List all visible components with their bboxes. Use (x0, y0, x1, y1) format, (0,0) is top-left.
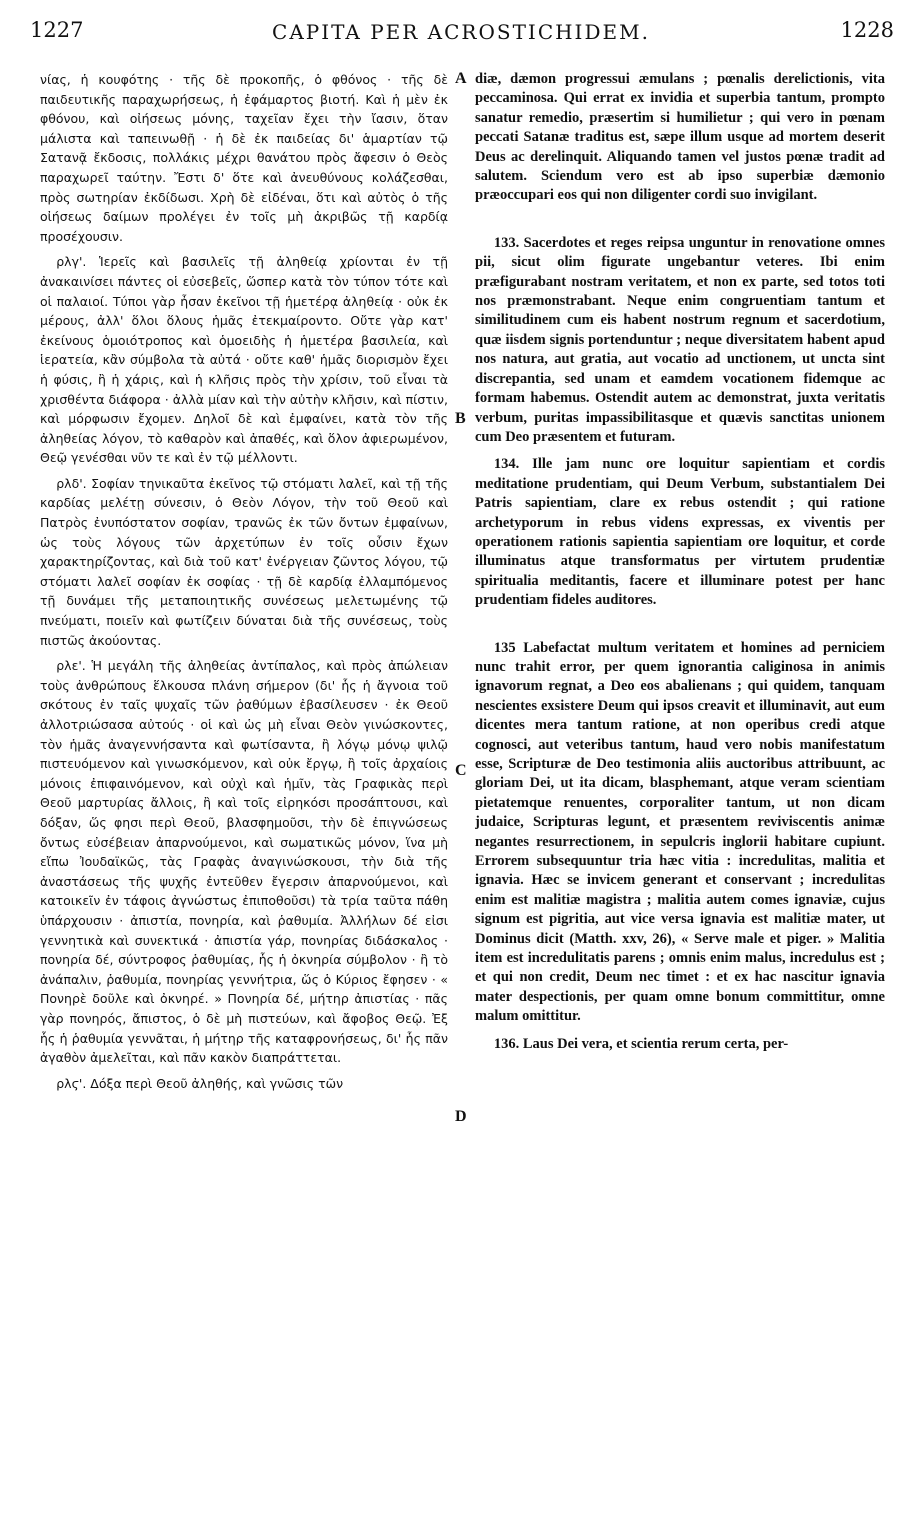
latin-paragraph: 136. Laus Dei vera, et scientia rerum certa, per- (493, 1035, 789, 1052)
greek-column (40, 70, 448, 1520)
greek-paragraph: ρλε'. Ἡ μεγάλη τῆς ἀληθείας ἀντίπαλος, καὶ πρὸς ἀπώλειαν τοὺς ἀνθρώπους ἕλκουσα πλάνη σήμερον (δι' ἧς ἡ ἄγνοια τοῦ σκότους ἐν ταῖς ψυχαῖς τῶν ῥαθύμων ἐβασίλευσεν · ἐκ Θεοῦ ἀλλοτριώσασα αὐτούς · οἱ καὶ ὡς μὴ εἶναι Θεὸν γινώσκοντες, τὸν ἡμᾶς ἀναγεννήσαντα καὶ φωτίσαντα, ἢ λόγῳ μόνῳ ψιλῷ πιστευόμενον καὶ γινωσκόμενον, καὶ οὐκ ἔργῳ, ἢ τοῖς ἀρχαίοις μόνοις ἐπιφαινόμενον, καὶ οὐχὶ καὶ ἡμῖν, τὰς Γραφικὰς περὶ Θεοῦ μαρτυρίας ἄλλοις, ἢ καὶ τοῖς εἰρηκόσι προσάπτουσι, καὶ δόξαν, ὥς φησι περὶ Θεοῦ, βλασφημοῦσι, τὴν δὲ ἐπιγνώσεως ὄντως εὐσέβειαν ἀπαρνούμενοι, καὶ σωματικῶς μόνον, ἵνα μὴ εἴπω Ἰουδαϊκῶς, τὰς Γραφὰς ἀναγινώσκουσι, τὴν διὰ τῆς ἀναστάσεως τῆς ψυχῆς ἐντεῦθεν ἔγερσιν ἀπαρνούμενοι, καὶ κατοικεῖν ἐν τάφοις ἀγνώστως ἐπιποθοῦσι) τὰ τρία ταῦτα πάθη ὑπάρχουσιν · ἀπιστία, πονηρία, καὶ ῥαθυμία. Ἀλλήλων δέ εἰσι γεννητικὰ καὶ συνεκτικά · ἀπιστία γάρ, πονηρίας διδάσκαλος · πονηρία δέ, σύντροφος ῥαθυμίας, ἧς ἡ ὀκνηρία σύμβολον · ἢ τὸ ἀνάπαλιν, ῥαθυμία, πονηρίας γεννήτρια, ὥς ὁ Κύριος ἔφησεν · « Πονηρὲ δοῦλε καὶ ὀκνηρέ. » Πονηρία δέ, μήτηρ ἀπιστίας · πᾶς γὰρ πονηρός, ἄπιστος, ὁ δὲ μὴ πιστεύων, καὶ ἄφοβος Θεῷ. Ἐξ ἧς ἡ ῥαθυμία γεννᾶται, ἡ μήτηρ τῆς καταφρονήσεως, δι' ἧς πᾶν ἀγαθὸν ἀμελεῖται, καὶ πᾶν κακὸν διαπράττεται. (40, 658, 448, 1066)
margin-marker-b: B (455, 410, 466, 427)
greek-paragraph: ρλδ'. Σοφίαν τηνικαῦτα ἐκεῖνος τῷ στόματι λαλεῖ, καὶ τῇ τῆς καρδίας μελέτῃ σύνεσιν, ὁ Θεὸν Λόγον, τὴν τοῦ Θεοῦ καὶ Πατρὸς ἐνυπόστατον σοφίαν, τρανῶς ἐκ τῶν ὄντων ἐμφαίνων, ὡς τοὺς λόγους τῶν ἀρχετύπων ἐν τοῖς οὖσιν ἔχων χαρακτηρίζοντας, καὶ διὰ τοῦ κατ' ἐνέργειαν ζῶντος λόγου, τῷ στόματι λαλεῖ σοφίαν ἐκ σοφίας · τῇ δὲ καρδίᾳ ἐλλαμπόμενος τῇ δυνάμει τῆς μεταποιητικῆς συνέσεως μελετωμένης τῷ πνεύματι, ποιεῖν καὶ φωτίζειν δύναται διὰ τῆς συνέσεως, τοὺς πιστῶς ἀκούοντας. (40, 475, 448, 648)
latin-paragraph: 135 Labefactat multum veritatem et homines ad perniciem nunc trahit error, per quem ignorantia caliginosa in animis ignavorum regnat, a Deo eos abalienans ; qui quidem, tanquam nescientes exsistere Deum qui ipsos creavit et illuminavit, aut eum dicentes mera tantum ratione, at non operibus credi atque cognosci, aut veteribus tantum, haud vero nobis manifestatum esse, Scripturæ de Deo testimonia aliis auctoribus attribuunt, ac gloriam Dei, ut ita dicam, blasphemant, atque veram scientiam pietatemque renuentes, corporaliter tantum, ut non dicam judaice, Scripturas legunt, et præsentem reviviscentis animæ negantes resurrectionem, in sepulcris inglorii habitare cupiunt. Errorem subsequuntur tria hæc vitia : incredulitas, malitia et ignavia. Hæc se invicem generant et conservant ; incredulitas enim est malitiæ magistra ; malitia autem comes ignaviæ, cujus signum est pigritia, aut vice versa ignavia est malitiæ mater, ut Dominus dicit (Matth. xxv, 26), « Serve male et piger. » Malitia item est incredulitatis parens ; omnis enim malus, incredulus est ; et qui non credit, Deum nec timet : et ex hac nascitur ignavia mater despectionis, per quam omne bonum committitur, omne malum omittitur. (475, 639, 885, 1025)
latin-column (475, 70, 885, 1520)
running-title: CAPITA PER ACROSTICHIDEM. (272, 20, 650, 44)
page-header (28, 18, 894, 54)
page-number-left: 1227 (30, 18, 84, 42)
latin-paragraph: diæ, dæmon progressui æmulans ; pœnalis derelictionis, vita peccaminosa. Qui errat ex invidia et superbia tantum, prompto sanatur remedio, præsertim si humilietur ; qui vero in pœnam peccati Satanæ traditus est, sæpe illum usque ad mortem deserit Deus ac derelinquit. Aliquando tamen vel justos pœnæ tradit ad salutem. Sciendum vero est ab ipso superbiæ dæmonio præoccupari eos qui non diligenter cordi suo invigilant. (475, 71, 885, 204)
greek-paragraph: νίας, ἡ κουφότης · τῆς δὲ προκοπῆς, ὁ φθόνος · τῆς δὲ παιδευτικῆς παραχωρήσεως, ἡ ἐφάμαρτος βιοτή. Καὶ ἡ μὲν ἐκ φθόνου, καὶ οἰήσεως μόνης, ταχεῖαν ἔχει τὴν ἴασιν, ὅταν μάλιστα καὶ ταπεινωθῇ · ἡ δὲ ἐκ παιδείας δι' ἁμαρτίαν τῷ Σατανᾷ ἔκδοσις, πολλάκις μέχρι θανάτου πρὸς ἄφεσιν ὁ Θεὸς παραχωρεῖ ταύτην. Ἔστι δ' ὅτε καὶ ἀνευθύνους κολάζεσθαι, πρὸς σωτηρίαν ἐκδίδωσι. Χρὴ δὲ εἰδέναι, ὅτι καὶ αὐτὸς ὁ τῆς οἰήσεως δαίμων προλέγει ἐν τοῖς μὴ ἀκριβῶς τῇ καρδίᾳ προσέχουσιν. (40, 72, 448, 244)
page-number-right: 1228 (840, 18, 894, 42)
latin-paragraph: 134. Ille jam nunc ore loquitur sapientiam et cordis meditatione prudentiam, qui Deum Verbum, substantialem Dei Patris sapientiam, clare ex rebus ostendit ; qui ratione archetyporum in rebus videns expressas, ex viventis per operationem rationis sapientia sapientiam ore loquitur, et corde illuminatus atque transformatus per virtutem prudentiæ spiritualia meditantis, facere et illuminare potest per hanc prudentiam fideles auditores. (475, 456, 885, 609)
margin-marker-d: D (455, 1108, 467, 1125)
greek-paragraph: ρλγ'. Ἱερεῖς καὶ βασιλεῖς τῇ ἀληθείᾳ χρίονται ἐν τῇ ἀνακαινίσει πάντες οἱ εὐσεβεῖς, ὥσπερ κατὰ τὸν τύπον τότε καὶ οἱ παλαιοί. Τύποι γὰρ ἦσαν ἐκεῖνοι τῇ ἡμετέρᾳ ἀληθείᾳ · οὐκ ἐκ μέρους, ἀλλ' ὅλοι ὅλους ἡμᾶς ἐτεκμαίροντο. Οὔτε γὰρ κατ' ἐκείνους ὁμοιότροπος καὶ ὁμοειδὴς ἡ ἡμετέρα βασιλεία, καὶ ἱερατεία, κἂν σύμβολα τὰ αὐτά · οὔτε καθ' ἡμᾶς διορισμὸν ἔχει ἡ φύσις, ἢ ἡ χάρις, καὶ ἡ κλῆσις πρὸς τὴν χρίσιν, τοῦ εἶναι τὰ χρισθέντα διάφορα · ἀλλὰ μίαν καὶ τὴν αὐτὴν κλῆσιν, καὶ πίστιν, καὶ μόρφωσιν ἔχομεν. Δηλοῖ δὲ καὶ ἐμφαίνει, κατὰ τὸν τῆς ἀληθείας λόγον, τὸ καθαρὸν καὶ ἀπαθές, καὶ ὅλον ἀφιερωμένον, Θεῷ γενέσθαι νῦν τε καὶ ἐν τῷ μέλλοντι. (40, 254, 448, 466)
latin-paragraph: 133. Sacerdotes et reges reipsa unguntur in renovatione omnes pii, sicut olim figurate ungebantur veteres. Ibi enim præfigurabant nostram veritatem, et non ex parte, sed totos toti nos præmonstrabant. Neque enim congruentiam tantum et similitudinem cum eis habent nostrum regnum et sacerdotium, quæ iisdem signis portenduntur ; neque diversitatem habent apud nos natura, aut gratia, aut vocatio ad unctionem, ut uncta sint discrepantia, sed unam et eamdem vocationem fidemque ac formam habemus. Ostendit autem ac demonstrat, juxta veritatis verbum, puritas impassibilitasque et quævis sanctitas unionem cum Deo præsentem et futuram. (475, 234, 885, 445)
margin-marker-a: A (455, 70, 467, 87)
greek-paragraph: ρλϛ'. Δόξα περὶ Θεοῦ ἀληθής, καὶ γνῶσις τῶν (56, 1075, 344, 1091)
margin-marker-c: C (455, 762, 467, 779)
